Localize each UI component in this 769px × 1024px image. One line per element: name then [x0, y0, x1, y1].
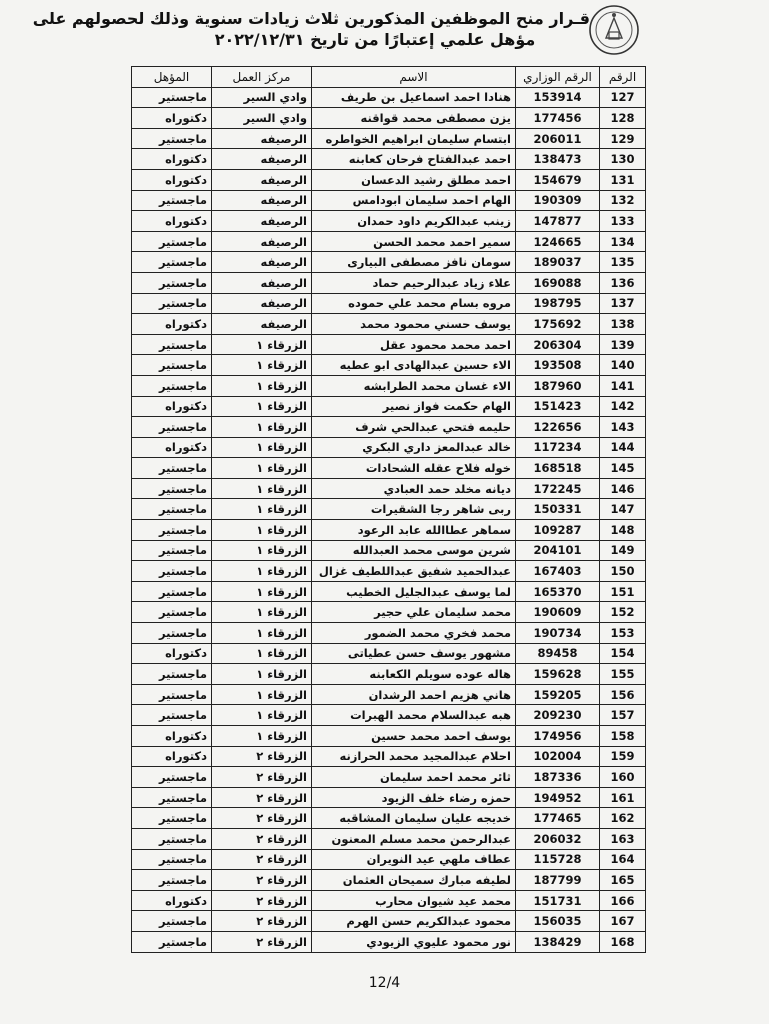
- cell-name: محمد سليمان علي حجير: [312, 602, 516, 623]
- table-row: [132, 520, 646, 541]
- cell-name: مروه بسام محمد علي حموده: [312, 293, 516, 314]
- cell-workplace: الرصيفه: [212, 149, 312, 170]
- table-row: [132, 931, 646, 952]
- cell-workplace: الزرقاء ١: [212, 684, 312, 705]
- cell-qualification: دكتوراه: [132, 108, 212, 129]
- cell-name: مشهور يوسف حسن عطياتى: [312, 643, 516, 664]
- cell-ministry-no: 174956: [516, 726, 600, 747]
- cell-ministry-no: 175692: [516, 314, 600, 335]
- cell-index: 158: [600, 726, 646, 747]
- cell-name: احمد محمد محمود عقل: [312, 334, 516, 355]
- cell-name: الهام حكمت فواز نصير: [312, 396, 516, 417]
- cell-workplace: الرصيفه: [212, 231, 312, 252]
- page-number: 12/4: [368, 975, 401, 991]
- table-row: [132, 190, 646, 211]
- cell-name: ربى شاهر رجا الشقيرات: [312, 499, 516, 520]
- cell-ministry-no: 151731: [516, 890, 600, 911]
- cell-index: 138: [600, 314, 646, 335]
- table-row: [132, 808, 646, 829]
- cell-qualification: ماجستير: [132, 87, 212, 108]
- cell-index: 159: [600, 746, 646, 767]
- cell-name: ثائر محمد احمد سليمان: [312, 767, 516, 788]
- cell-name: هاني هزيم احمد الرشدان: [312, 684, 516, 705]
- cell-name: شرين موسى محمد العبدالله: [312, 540, 516, 561]
- cell-ministry-no: 102004: [516, 746, 600, 767]
- cell-name: خوله فلاح عقله الشحادات: [312, 458, 516, 479]
- cell-ministry-no: 189037: [516, 252, 600, 273]
- cell-ministry-no: 109287: [516, 520, 600, 541]
- cell-index: 153: [600, 623, 646, 644]
- cell-qualification: ماجستير: [132, 520, 212, 541]
- cell-workplace: الزرقاء ٢: [212, 746, 312, 767]
- cell-workplace: الرصيفه: [212, 128, 312, 149]
- cell-qualification: دكتوراه: [132, 211, 212, 232]
- cell-name: الاء حسين عبدالهادى ابو عطيه: [312, 355, 516, 376]
- header-idx: الرقم: [600, 67, 646, 88]
- table-row: [132, 623, 646, 644]
- cell-name: الاء غسان محمد الطرابشه: [312, 375, 516, 396]
- cell-workplace: الزرقاء ١: [212, 540, 312, 561]
- table-row: [132, 87, 646, 108]
- cell-index: 164: [600, 849, 646, 870]
- cell-workplace: الزرقاء ١: [212, 375, 312, 396]
- cell-name: يزن مصطفى محمد قواقنه: [312, 108, 516, 129]
- cell-workplace: الزرقاء ١: [212, 417, 312, 438]
- table-row: [132, 478, 646, 499]
- cell-name: حليمه فتحي عبدالحي شرف: [312, 417, 516, 438]
- cell-ministry-no: 190309: [516, 190, 600, 211]
- cell-index: 161: [600, 787, 646, 808]
- cell-qualification: دكتوراه: [132, 890, 212, 911]
- cell-qualification: ماجستير: [132, 602, 212, 623]
- cell-ministry-no: 190609: [516, 602, 600, 623]
- cell-workplace: الزرقاء ١: [212, 664, 312, 685]
- header-qualification: المؤهل: [132, 67, 212, 88]
- table-row: [132, 211, 646, 232]
- cell-index: 147: [600, 499, 646, 520]
- cell-name: ابتسام سليمان ابراهيم الخواطره: [312, 128, 516, 149]
- cell-workplace: الزرقاء ١: [212, 499, 312, 520]
- table-row: [132, 705, 646, 726]
- cell-workplace: الزرقاء ١: [212, 334, 312, 355]
- table-row: [132, 499, 646, 520]
- employees-table: [131, 66, 646, 953]
- cell-index: 168: [600, 931, 646, 952]
- cell-workplace: الزرقاء ٢: [212, 890, 312, 911]
- cell-workplace: الرصيفه: [212, 211, 312, 232]
- cell-name: خديجه عليان سليمان المشاقبه: [312, 808, 516, 829]
- cell-workplace: الزرقاء ١: [212, 520, 312, 541]
- cell-workplace: الزرقاء ١: [212, 458, 312, 479]
- cell-ministry-no: 124665: [516, 231, 600, 252]
- cell-workplace: الزرقاء ٢: [212, 828, 312, 849]
- cell-name: نور محمود عليوي الزيودي: [312, 931, 516, 952]
- cell-qualification: ماجستير: [132, 417, 212, 438]
- table-row: [132, 458, 646, 479]
- cell-workplace: الزرقاء ١: [212, 396, 312, 417]
- cell-qualification: ماجستير: [132, 478, 212, 499]
- cell-qualification: ماجستير: [132, 293, 212, 314]
- cell-qualification: ماجستير: [132, 458, 212, 479]
- cell-workplace: الزرقاء ١: [212, 623, 312, 644]
- header-ministry-no: الرقم الوزاري: [516, 67, 600, 88]
- cell-qualification: دكتوراه: [132, 149, 212, 170]
- cell-workplace: الرصيفه: [212, 293, 312, 314]
- cell-workplace: وادي السير: [212, 87, 312, 108]
- table-row: [132, 828, 646, 849]
- cell-ministry-no: 151423: [516, 396, 600, 417]
- cell-index: 137: [600, 293, 646, 314]
- cell-qualification: دكتوراه: [132, 396, 212, 417]
- cell-qualification: ماجستير: [132, 623, 212, 644]
- table-row: [132, 890, 646, 911]
- cell-index: 135: [600, 252, 646, 273]
- header-workplace: مركز العمل: [212, 67, 312, 88]
- cell-name: الهام احمد سليمان ابودامس: [312, 190, 516, 211]
- cell-index: 166: [600, 890, 646, 911]
- table-row: [132, 396, 646, 417]
- cell-name: يوسف احمد محمد حسين: [312, 726, 516, 747]
- cell-index: 163: [600, 828, 646, 849]
- cell-name: هبه عبدالسلام محمد الهبرات: [312, 705, 516, 726]
- cell-name: احلام عبدالمجيد محمد الحرازنه: [312, 746, 516, 767]
- cell-workplace: الزرقاء ١: [212, 602, 312, 623]
- table-row: [132, 664, 646, 685]
- cell-ministry-no: 89458: [516, 643, 600, 664]
- cell-ministry-no: 153914: [516, 87, 600, 108]
- table-row: [132, 581, 646, 602]
- cell-index: 167: [600, 911, 646, 932]
- cell-qualification: دكتوراه: [132, 314, 212, 335]
- cell-workplace: الرصيفه: [212, 252, 312, 273]
- cell-ministry-no: 122656: [516, 417, 600, 438]
- cell-name: محمود عبدالكريم حسن الهرم: [312, 911, 516, 932]
- cell-index: 127: [600, 87, 646, 108]
- cell-index: 145: [600, 458, 646, 479]
- cell-workplace: الزرقاء ٢: [212, 808, 312, 829]
- cell-qualification: ماجستير: [132, 828, 212, 849]
- table-row: [132, 726, 646, 747]
- cell-ministry-no: 150331: [516, 499, 600, 520]
- table-row: [132, 314, 646, 335]
- cell-index: 160: [600, 767, 646, 788]
- cell-qualification: ماجستير: [132, 767, 212, 788]
- cell-ministry-no: 117234: [516, 437, 600, 458]
- cell-index: 151: [600, 581, 646, 602]
- cell-ministry-no: 147877: [516, 211, 600, 232]
- cell-index: 146: [600, 478, 646, 499]
- cell-ministry-no: 187960: [516, 375, 600, 396]
- cell-qualification: ماجستير: [132, 499, 212, 520]
- cell-name: ديانه مخلد حمد العبادي: [312, 478, 516, 499]
- cell-qualification: ماجستير: [132, 911, 212, 932]
- cell-workplace: الرصيفه: [212, 314, 312, 335]
- table-row: [132, 252, 646, 273]
- cell-ministry-no: 187336: [516, 767, 600, 788]
- cell-name: لطيفه مبارك سميحان العثمان: [312, 870, 516, 891]
- cell-qualification: ماجستير: [132, 787, 212, 808]
- cell-workplace: الرصيفه: [212, 169, 312, 190]
- cell-index: 128: [600, 108, 646, 129]
- cell-name: لما يوسف عبدالجليل الخطيب: [312, 581, 516, 602]
- cell-qualification: ماجستير: [132, 581, 212, 602]
- cell-qualification: ماجستير: [132, 375, 212, 396]
- cell-qualification: دكتوراه: [132, 437, 212, 458]
- cell-ministry-no: 156035: [516, 911, 600, 932]
- cell-ministry-no: 159205: [516, 684, 600, 705]
- cell-index: 131: [600, 169, 646, 190]
- cell-qualification: ماجستير: [132, 334, 212, 355]
- table-row: [132, 108, 646, 129]
- cell-ministry-no: 177456: [516, 108, 600, 129]
- cell-index: 136: [600, 272, 646, 293]
- cell-qualification: دكتوراه: [132, 643, 212, 664]
- cell-workplace: وادي السير: [212, 108, 312, 129]
- table-row: [132, 128, 646, 149]
- cell-index: 141: [600, 375, 646, 396]
- table-header-row: [132, 67, 646, 88]
- cell-qualification: ماجستير: [132, 128, 212, 149]
- cell-workplace: الزرقاء ٢: [212, 870, 312, 891]
- cell-workplace: الزرقاء ١: [212, 726, 312, 747]
- cell-name: سومان نافز مصطفى البيارى: [312, 252, 516, 273]
- cell-workplace: الزرقاء ٢: [212, 911, 312, 932]
- cell-qualification: ماجستير: [132, 252, 212, 273]
- cell-qualification: دكتوراه: [132, 746, 212, 767]
- cell-index: 142: [600, 396, 646, 417]
- cell-index: 129: [600, 128, 646, 149]
- header-name: الاسم: [312, 67, 516, 88]
- cell-ministry-no: 159628: [516, 664, 600, 685]
- table-row: [132, 169, 646, 190]
- cell-ministry-no: 204101: [516, 540, 600, 561]
- table-row: [132, 272, 646, 293]
- cell-index: 148: [600, 520, 646, 541]
- cell-name: محمد فخري محمد الضمور: [312, 623, 516, 644]
- cell-index: 154: [600, 643, 646, 664]
- table-row: [132, 293, 646, 314]
- table-row: [132, 149, 646, 170]
- table-row: [132, 602, 646, 623]
- cell-workplace: الزرقاء ١: [212, 643, 312, 664]
- table-row: [132, 767, 646, 788]
- cell-index: 144: [600, 437, 646, 458]
- cell-name: عطاف ملهي عيد النويران: [312, 849, 516, 870]
- table-row: [132, 375, 646, 396]
- cell-name: عبدالرحمن محمد مسلم المعنون: [312, 828, 516, 849]
- cell-workplace: الزرقاء ٢: [212, 767, 312, 788]
- cell-ministry-no: 206304: [516, 334, 600, 355]
- table-row: [132, 643, 646, 664]
- table-body: [132, 87, 646, 952]
- cell-workplace: الزرقاء ١: [212, 581, 312, 602]
- cell-index: 139: [600, 334, 646, 355]
- table-row: [132, 911, 646, 932]
- cell-name: سمير احمد محمد الحسن: [312, 231, 516, 252]
- table-row: [132, 849, 646, 870]
- table-row: [132, 561, 646, 582]
- cell-index: 152: [600, 602, 646, 623]
- table-row: [132, 746, 646, 767]
- ministry-emblem-icon: [588, 4, 640, 56]
- cell-ministry-no: 168518: [516, 458, 600, 479]
- cell-workplace: الزرقاء ٢: [212, 787, 312, 808]
- table-row: [132, 334, 646, 355]
- cell-index: 134: [600, 231, 646, 252]
- cell-ministry-no: 194952: [516, 787, 600, 808]
- table-row: [132, 870, 646, 891]
- cell-qualification: ماجستير: [132, 664, 212, 685]
- cell-ministry-no: 198795: [516, 293, 600, 314]
- cell-workplace: الزرقاء ١: [212, 561, 312, 582]
- cell-index: 165: [600, 870, 646, 891]
- cell-ministry-no: 193508: [516, 355, 600, 376]
- cell-index: 157: [600, 705, 646, 726]
- cell-name: زينب عبدالكريم داود حمدان: [312, 211, 516, 232]
- cell-name: سماهر عطاالله عابد الرعود: [312, 520, 516, 541]
- cell-workplace: الزرقاء ١: [212, 355, 312, 376]
- cell-qualification: ماجستير: [132, 705, 212, 726]
- cell-qualification: ماجستير: [132, 808, 212, 829]
- cell-name: هنادا احمد اسماعيل بن طريف: [312, 87, 516, 108]
- title-line-1: قـرار منح الموظفين المذكورين ثلاث زيادات سنوية وذلك لحصولهم على: [32, 9, 590, 28]
- cell-index: 133: [600, 211, 646, 232]
- cell-workplace: الزرقاء ٢: [212, 849, 312, 870]
- cell-ministry-no: 206011: [516, 128, 600, 149]
- cell-name: احمد مطلق رشيد الدعسان: [312, 169, 516, 190]
- cell-qualification: ماجستير: [132, 684, 212, 705]
- cell-ministry-no: 138429: [516, 931, 600, 952]
- cell-qualification: ماجستير: [132, 190, 212, 211]
- cell-index: 143: [600, 417, 646, 438]
- cell-ministry-no: 138473: [516, 149, 600, 170]
- cell-ministry-no: 172245: [516, 478, 600, 499]
- document-title: [32, 8, 590, 50]
- table-row: [132, 417, 646, 438]
- cell-qualification: ماجستير: [132, 931, 212, 952]
- cell-ministry-no: 190734: [516, 623, 600, 644]
- cell-name: محمد عيد شيوان محارب: [312, 890, 516, 911]
- cell-index: 155: [600, 664, 646, 685]
- table-row: [132, 684, 646, 705]
- cell-workplace: الزرقاء ١: [212, 705, 312, 726]
- cell-index: 162: [600, 808, 646, 829]
- cell-qualification: ماجستير: [132, 355, 212, 376]
- cell-qualification: ماجستير: [132, 272, 212, 293]
- cell-ministry-no: 187799: [516, 870, 600, 891]
- cell-workplace: الزرقاء ١: [212, 437, 312, 458]
- table-row: [132, 437, 646, 458]
- cell-workplace: الزرقاء ٢: [212, 931, 312, 952]
- cell-name: احمد عبدالفتاح فرحان كعابنه: [312, 149, 516, 170]
- cell-qualification: ماجستير: [132, 849, 212, 870]
- table-row: [132, 355, 646, 376]
- cell-ministry-no: 209230: [516, 705, 600, 726]
- cell-name: عبدالحميد شفيق عبداللطيف غزال: [312, 561, 516, 582]
- cell-ministry-no: 169088: [516, 272, 600, 293]
- cell-workplace: الرصيفه: [212, 190, 312, 211]
- cell-ministry-no: 154679: [516, 169, 600, 190]
- cell-ministry-no: 177465: [516, 808, 600, 829]
- cell-qualification: ماجستير: [132, 231, 212, 252]
- cell-index: 150: [600, 561, 646, 582]
- cell-qualification: ماجستير: [132, 870, 212, 891]
- cell-index: 132: [600, 190, 646, 211]
- cell-index: 149: [600, 540, 646, 561]
- cell-qualification: دكتوراه: [132, 169, 212, 190]
- cell-ministry-no: 165370: [516, 581, 600, 602]
- cell-name: هاله عوده سويلم الكعابنه: [312, 664, 516, 685]
- cell-index: 130: [600, 149, 646, 170]
- cell-qualification: ماجستير: [132, 561, 212, 582]
- table-row: [132, 540, 646, 561]
- cell-index: 140: [600, 355, 646, 376]
- table-row: [132, 787, 646, 808]
- table-row: [132, 231, 646, 252]
- cell-name: علاء زياد عبدالرحيم حماد: [312, 272, 516, 293]
- title-line-2: مؤهل علمي إعتبارًا من تاريخ ٢٠٢٢/١٢/٣١: [214, 30, 536, 49]
- cell-ministry-no: 167403: [516, 561, 600, 582]
- cell-ministry-no: 115728: [516, 849, 600, 870]
- cell-ministry-no: 206032: [516, 828, 600, 849]
- cell-name: حمزه رضاء خلف الزيود: [312, 787, 516, 808]
- cell-workplace: الرصيفه: [212, 272, 312, 293]
- cell-name: يوسف حسني محمود محمد: [312, 314, 516, 335]
- cell-index: 156: [600, 684, 646, 705]
- cell-name: خالد عبدالمعز داري البكري: [312, 437, 516, 458]
- cell-qualification: ماجستير: [132, 540, 212, 561]
- cell-workplace: الزرقاء ١: [212, 478, 312, 499]
- cell-qualification: دكتوراه: [132, 726, 212, 747]
